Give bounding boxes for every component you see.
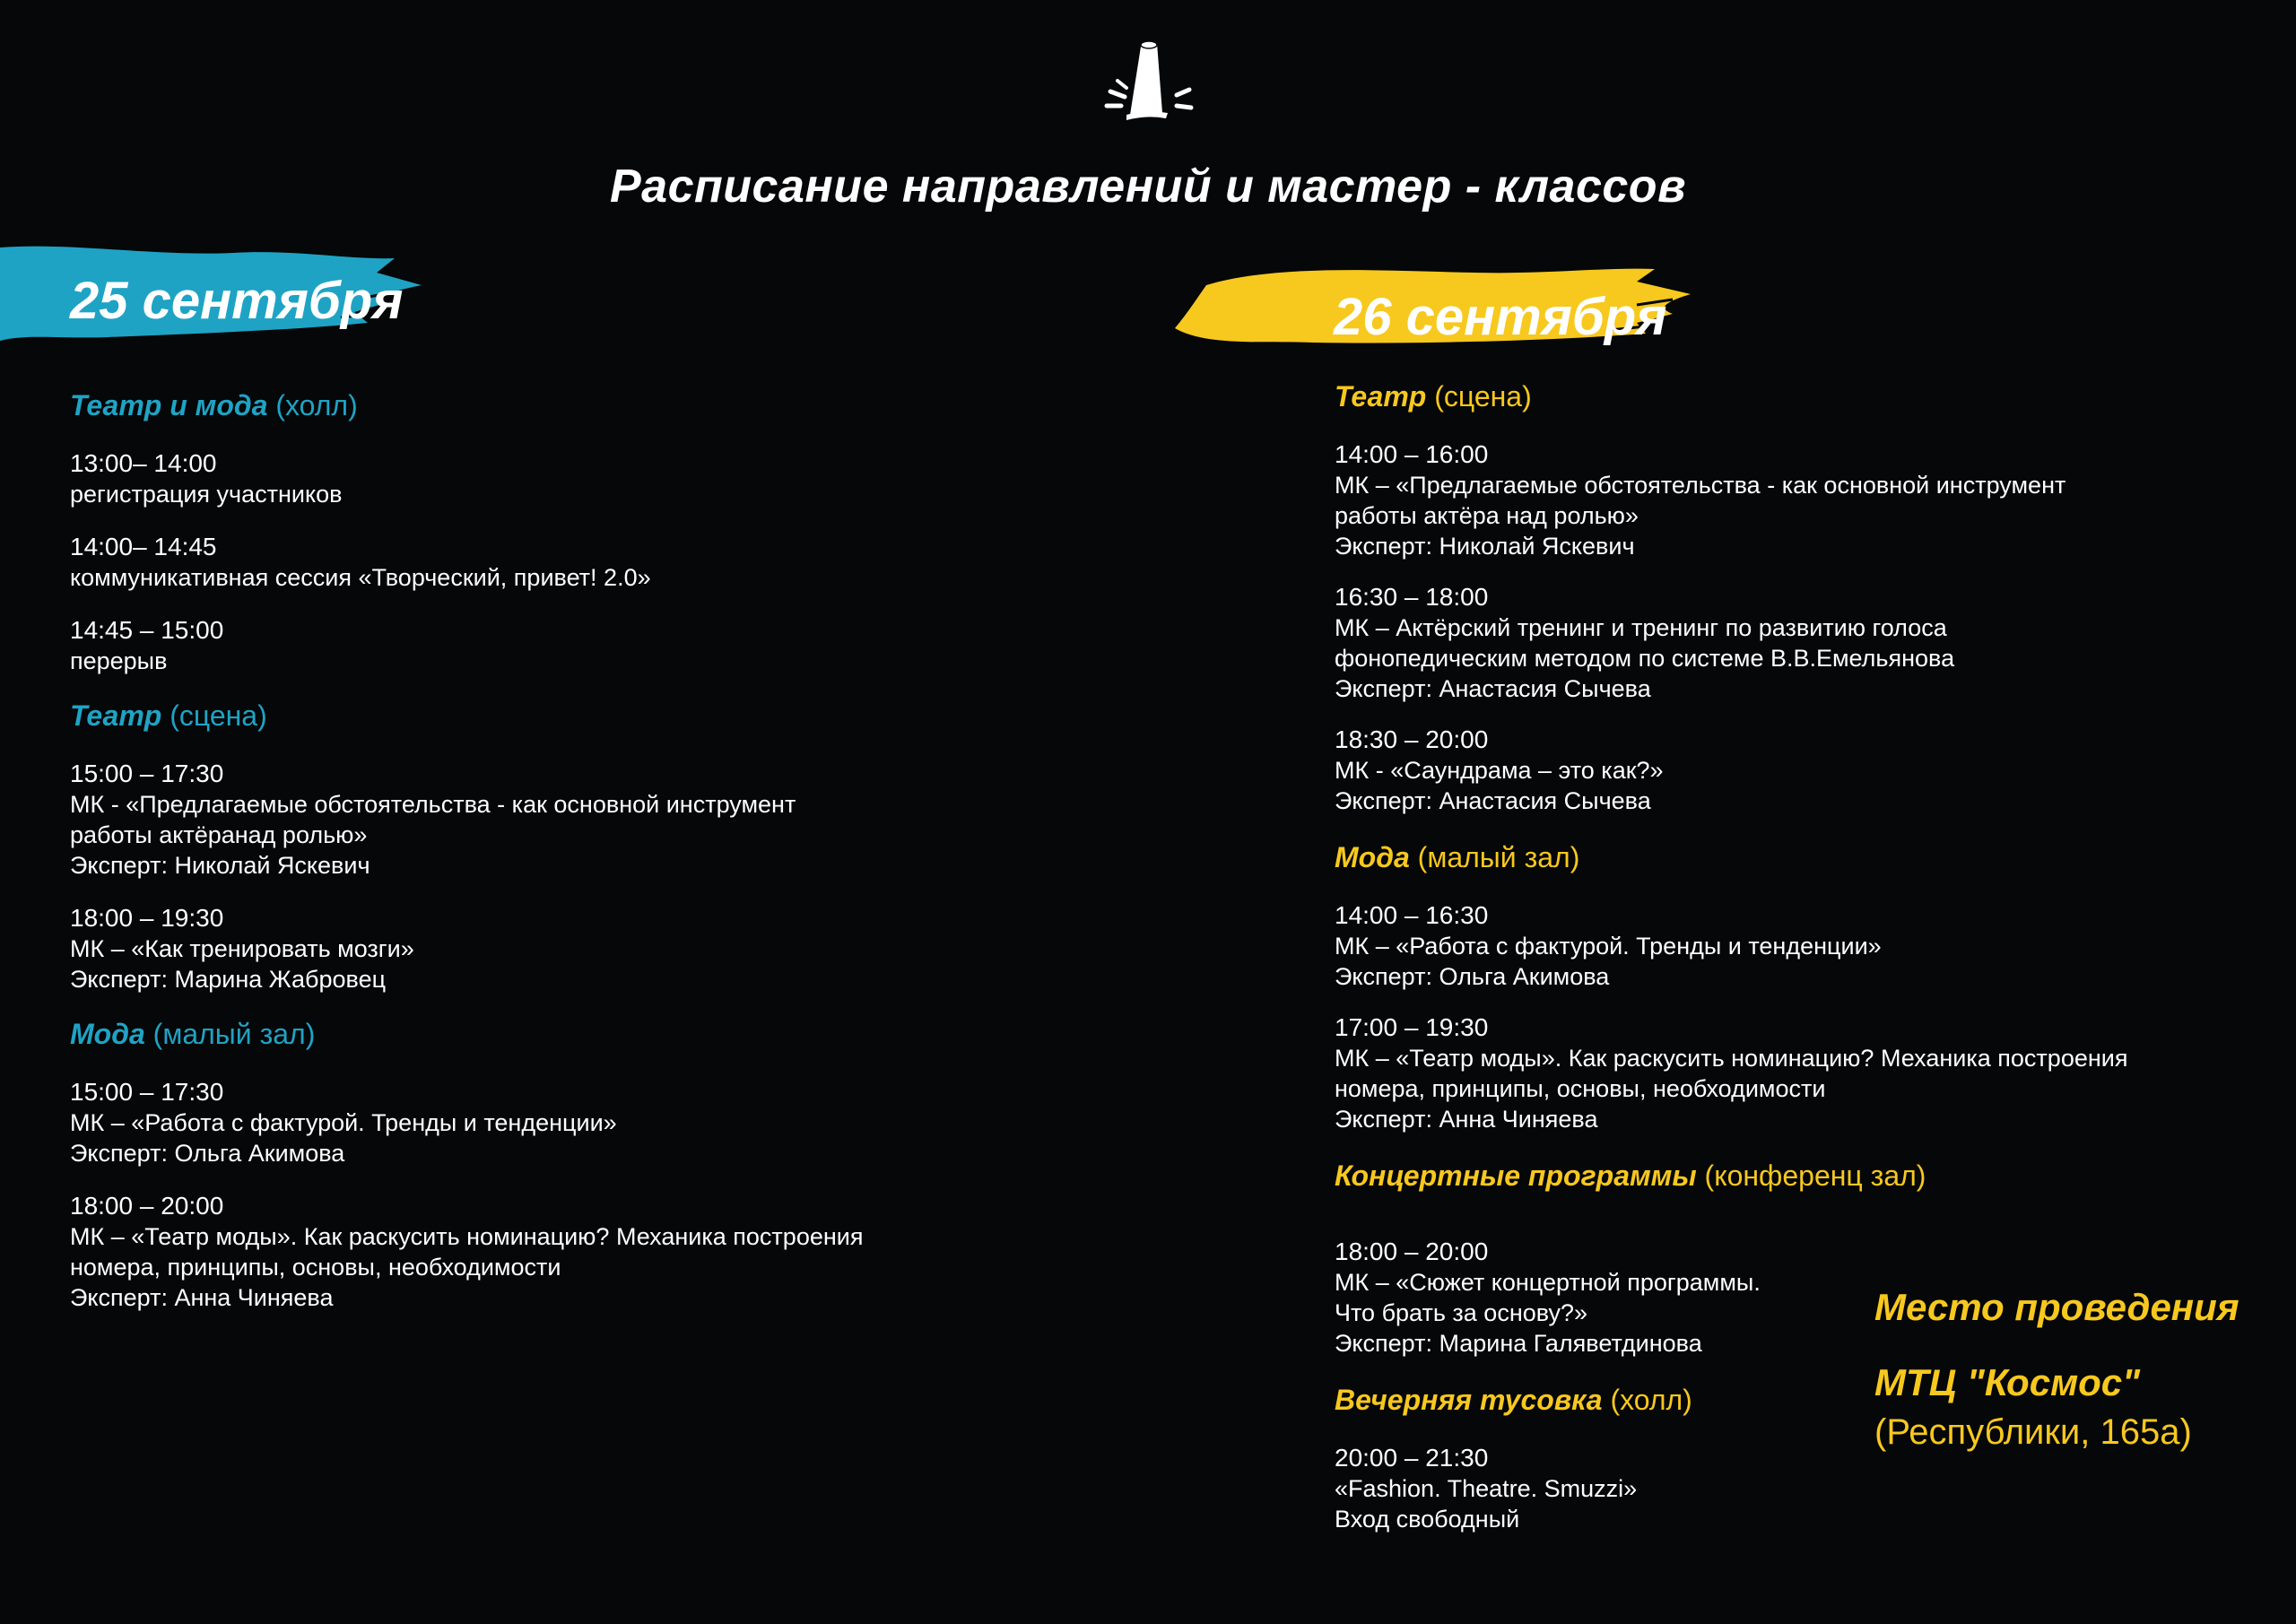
page-title: Расписание направлений и мастер - классов (610, 161, 1686, 213)
event-line: МК – «Как тренировать мозги» (70, 935, 414, 962)
schedule-event (70, 1190, 967, 1313)
venue-address: (Республики, 165а) (1874, 1412, 2192, 1452)
section-title: Концертные программы (конференц зал) (1335, 1159, 1926, 1192)
event-line: Вход свободный (1335, 1506, 1520, 1533)
event-line: МК – «Предлагаемые обстоятельства - как основной инструмент (1335, 472, 2066, 499)
event-time: 18:00 – 20:00 (70, 1192, 224, 1220)
schedule-section (70, 1014, 967, 1313)
event-expert: Эксперт: Ольга Акимова (70, 1140, 345, 1167)
section-title: Театр (сцена) (1335, 380, 1532, 413)
event-line: МК – «Театр моды». Как раскусить номинацию? Механика построения (70, 1223, 864, 1250)
event-line: МК – Актёрский тренинг и тренинг по развитию голоса (1335, 614, 1947, 641)
event-expert: Эксперт: Ольга Акимова (1335, 963, 1610, 990)
event-time: 20:00 – 21:30 (1335, 1444, 1489, 1472)
event-line: МК – «Театр моды». Как раскусить номинацию? Механика построения (1335, 1045, 2128, 1072)
megaphone-icon (1094, 38, 1202, 123)
schedule-day-25 (70, 386, 967, 1313)
schedule-event (1335, 899, 2231, 992)
section-title: Театр и мода (холл) (70, 389, 358, 421)
schedule-event (1335, 581, 2231, 704)
event-line: МК – «Сюжет концертной программы. (1335, 1269, 1761, 1296)
event-time: 15:00 – 17:30 (70, 1078, 224, 1106)
event-expert: Эксперт: Анастасия Сычева (1335, 787, 1651, 814)
event-line: работы актёранад ролью» (70, 821, 368, 848)
event-expert: Эксперт: Марина Жабровец (70, 966, 387, 993)
venue-label: Место проведения (1874, 1286, 2239, 1328)
schedule-event (70, 447, 967, 509)
schedule-event (70, 531, 967, 593)
schedule-section (70, 386, 967, 676)
event-expert: Эксперт: Анна Чиняева (1335, 1106, 1598, 1133)
schedule-event (70, 758, 967, 881)
event-line: МК – «Работа с фактурой. Тренды и тенденции» (1335, 933, 1882, 960)
schedule-event (1335, 724, 2231, 816)
event-expert: Эксперт: Марина Галяветдинова (1335, 1330, 1702, 1357)
event-time: 14:00– 14:45 (70, 533, 217, 560)
event-line: коммуникативная сессия «Творческий, привет! 2.0» (70, 564, 651, 591)
event-time: 18:00 – 19:30 (70, 904, 224, 932)
schedule-event (1335, 439, 2231, 561)
schedule-section (1335, 377, 2231, 816)
event-time: 13:00– 14:00 (70, 449, 217, 477)
event-line: перерыв (70, 647, 168, 674)
event-time: 14:00 – 16:00 (1335, 440, 1489, 468)
event-line: МК - «Саундрама – это как?» (1335, 757, 1664, 784)
date-label: 25 сентября (70, 272, 404, 330)
event-line: номера, принципы, основы, необходимости (70, 1254, 561, 1281)
event-time: 14:00 – 16:30 (1335, 901, 1489, 929)
event-line: номера, принципы, основы, необходимости (1335, 1075, 1826, 1102)
schedule-event (70, 902, 967, 994)
venue-block (1874, 1282, 2287, 1456)
event-expert: Эксперт: Николай Яскевич (1335, 533, 1635, 560)
event-time: 16:30 – 18:00 (1335, 583, 1489, 611)
section-title: Мода (малый зал) (1335, 841, 1580, 873)
event-line: регистрация участников (70, 481, 343, 508)
section-title: Мода (малый зал) (70, 1018, 316, 1050)
venue-place: МТЦ "Космос" (1874, 1361, 2141, 1403)
event-time: 18:30 – 20:00 (1335, 725, 1489, 753)
event-line: фонопедическим методом по системе В.В.Емельянова (1335, 645, 1955, 672)
event-line: МК – «Работа с фактурой. Тренды и тенденции» (70, 1109, 617, 1136)
date-banner-25 (0, 240, 426, 343)
section-title: Вечерняя тусовка (холл) (1335, 1384, 1692, 1416)
event-line: МК - «Предлагаемые обстоятельства - как основной инструмент (70, 791, 796, 818)
schedule-section (70, 696, 967, 994)
schedule-event (1335, 1012, 2231, 1134)
date-banner-26 (1170, 258, 1695, 357)
event-expert: Эксперт: Николай Яскевич (70, 852, 370, 879)
event-line: «Fashion. Theatre. Smuzzi» (1335, 1475, 1638, 1502)
schedule-section (1335, 838, 2231, 1134)
event-line: Что брать за основу?» (1335, 1299, 1588, 1326)
date-label: 26 сентября (1334, 288, 1667, 346)
schedule-event (70, 614, 967, 676)
schedule-event (70, 1076, 967, 1168)
event-time: 18:00 – 20:00 (1335, 1238, 1489, 1265)
event-time: 15:00 – 17:30 (70, 760, 224, 787)
event-expert: Эксперт: Анастасия Сычева (1335, 675, 1651, 702)
event-line: работы актёра над ролью» (1335, 502, 1639, 529)
section-title: Театр (сцена) (70, 699, 267, 732)
event-time: 17:00 – 19:30 (1335, 1013, 1489, 1041)
event-time: 14:45 – 15:00 (70, 616, 224, 644)
event-expert: Эксперт: Анна Чиняева (70, 1284, 334, 1311)
